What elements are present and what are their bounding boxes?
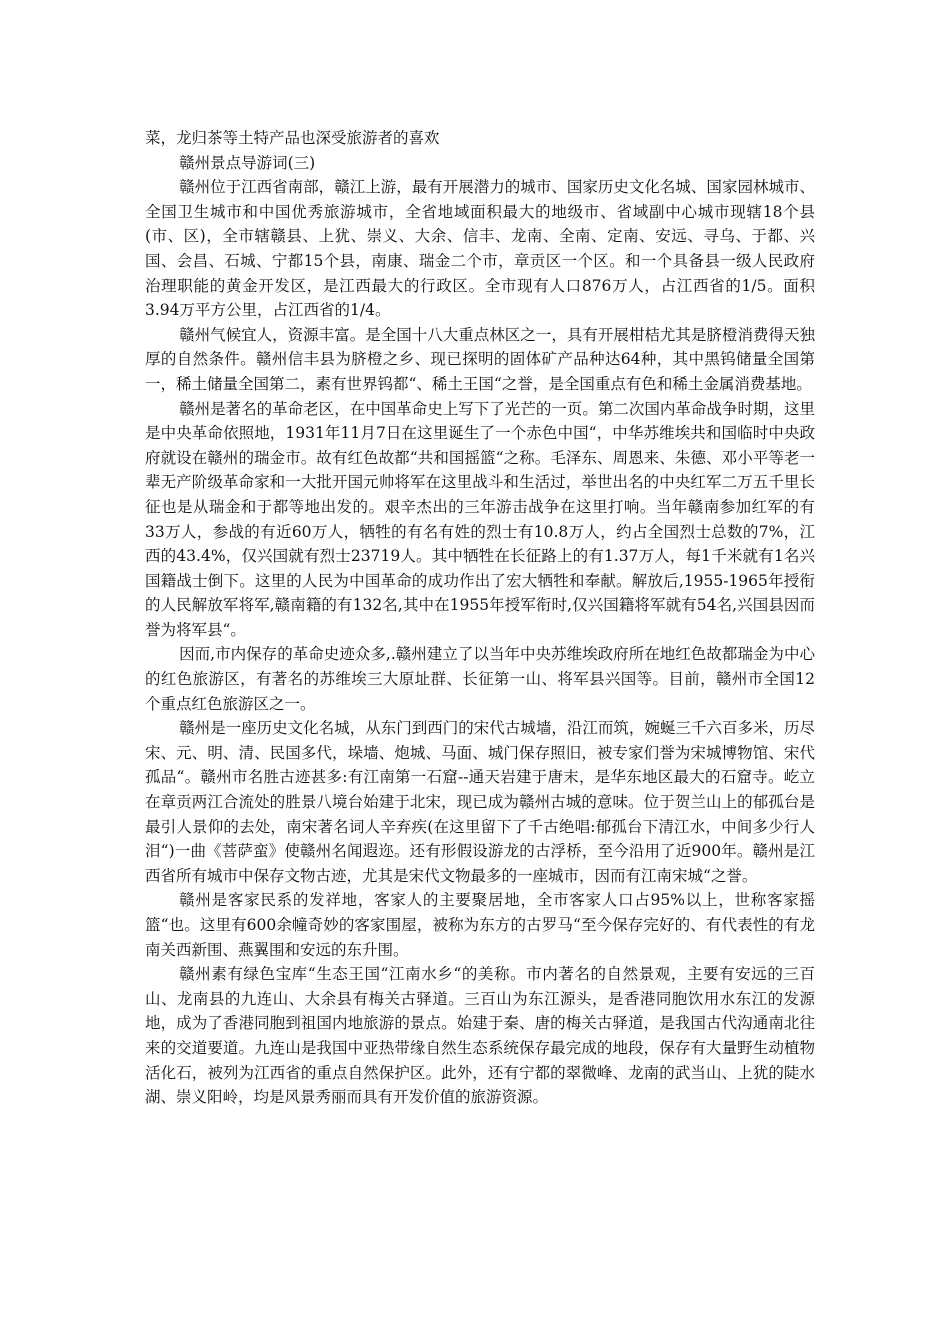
section-title: 赣州景点导游词(三) xyxy=(179,153,316,172)
paragraph-history: 赣州是一座历史文化名城，从东门到西门的宋代古城墙，沿江而筑，婉蜒三千六百多米，历尽宋、元、明、清、民国多代，垛墙、炮城、马面、城门保存照旧，被专家们誉为宋城博物馆、宋代孤品“。赣州市名胜古迹甚多:有江南第一石窟--通天岩建于唐末，是华东地区最大的石窟寺。屹立在章贡两江合流处的胜景八境台始建于北宋，现已成为赣州古城的意味。位于贺兰山上的郁孤台是最引人景仰的去处，南宋著名词人辛弃疾(在这里留下了千古绝唱:郁孤台下清江水，中间多少行人泪“)一曲《菩萨蛮》使赣州名闻遐迩。还有形假设游龙的古浮桥，至今沿用了近900年。赣州是江西省所有城市中保存文物古迹，尤其是宋代文物最多的一座城市，因而有江南宋城“之誉。 xyxy=(145,719,815,885)
document-page xyxy=(145,126,815,1110)
paragraph-resources: 赣州气候宜人，资源丰富。是全国十八大重点林区之一，具有开展柑桔尤其是脐橙消费得天独厚的自然条件。赣州信丰县为脐橙之乡、现已探明的固体矿产品种达64种，其中黑钨储量全国第一，稀土储量全国第二，素有世界钨都“、稀土王国“之誉，是全国重点有色和稀土金属消费基地。 xyxy=(145,325,815,393)
paragraph-revolution: 赣州是著名的革命老区，在中国革命史上写下了光芒的一页。第二次国内革命战争时期，这里是中央革命依照地，1931年11月7日在这里诞生了一个赤色中国“，中华苏维埃共和国临时中央政府就设在赣州的瑞金市。故有红色故都“共和国摇篮“之称。毛泽东、周恩来、朱德、邓小平等老一辈无产阶级革命家和一大批开国元帅将军在这里战斗和生活过，举世出名的中央红军二万五千里长征也是从瑞金和于都等地出发的。艰辛杰出的三年游击战争在这里打响。当年赣南参加红军的有33万人，参战的有近60万人，牺牲的有名有姓的烈士有10.8万人，约占全国烈士总数的7%，江西的43.4%，仅兴国就有烈士23719人。其中牺牲在长征路上的有1.37万人，每1千米就有1名兴国籍战士倒下。这里的人民为中国革命的成功作出了宏大牺牲和奉献。解放后,1955-1965年授衔的人民解放军将军,赣南籍的有132名,其中在1955年授军衔时,仅兴国籍将军就有54名,兴国县因而誉为将军县“。 xyxy=(145,399,815,639)
paragraph-hakka: 赣州是客家民系的发祥地，客家人的主要聚居地，全市客家人口占95%以上，世称客家摇篮“也。这里有600余幢奇妙的客家围屋，被称为东方的古罗马“至今保存完好的、有代表性的有龙南关西新围、燕翼围和安远的东升围。 xyxy=(145,891,815,959)
lead-line: 菜，龙归茶等土特产品也深受旅游者的喜欢 xyxy=(145,129,440,147)
paragraph-red-tourism: 因而,市内保存的革命史迹众多,.赣州建立了以当年中央苏维埃政府所在地红色故都瑞金为中心的红色旅游区，有著名的苏维埃三大原址群、长征第一山、将军县兴国等。目前，赣州市全国12个重点红色旅游区之一。 xyxy=(145,645,815,713)
paragraph-nature: 赣州素有绿色宝库“生态王国“江南水乡“的美称。市内著名的自然景观，主要有安远的三百山、龙南县的九连山、大余县有梅关古驿道。三百山为东江源头，是香港同胞饮用水东江的发源地，成为了香港同胞到祖国内地旅游的景点。始建于秦、唐的梅关古驿道，是我国古代沟通南北往来的交道要道。九连山是我国中亚热带缘自然生态系统保存最完成的地段，保存有大量野生动植物活化石，被列为江西省的重点自然保护区。此外，还有宁都的翠微峰、龙南的武当山、上犹的陡水湖、崇义阳岭，均是风景秀丽而具有开发价值的旅游资源。 xyxy=(145,965,815,1107)
paragraph-overview: 赣州位于江西省南部，赣江上游，最有开展潜力的城市、国家历史文化名城、国家园林城市、全国卫生城市和中国优秀旅游城市，全省地域面积最大的地级市、省域副中心城市现辖18个县(市、区)，全市辖赣县、上犹、崇义、大余、信丰、龙南、全南、定南、安远、寻乌、于都、兴国、会昌、石城、宁都15个县，南康、瑞金二个市，章贡区一个区。和一个具备县一级人民政府治理职能的黄金开发区，是江西最大的行政区。全市现有人口876万人，占江西省的1/5。面积3.94万平方公里，占江西省的1/4。 xyxy=(145,178,815,320)
